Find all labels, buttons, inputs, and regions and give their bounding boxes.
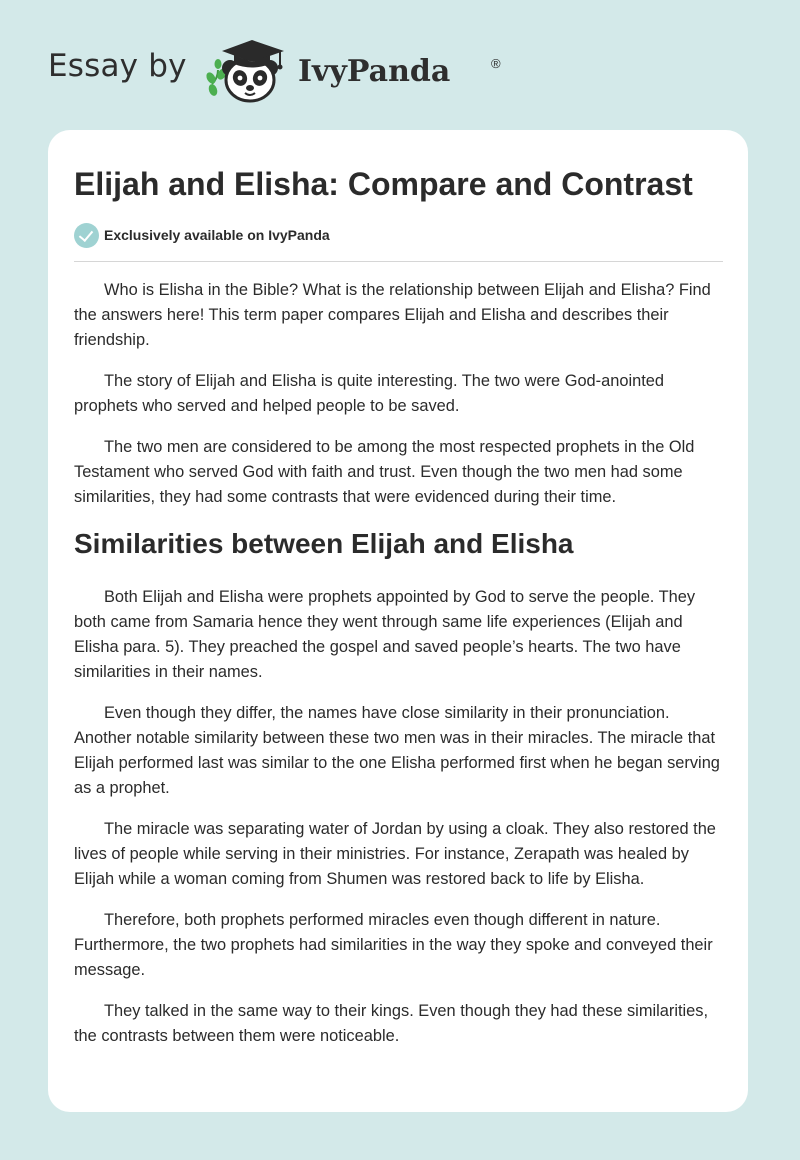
brand-name: IvyPanda xyxy=(298,54,451,89)
section-paragraph: Even though they differ, the names have close similarity in their pronunciation. Another notable similarity between these two men was in their miracles. The miracle that Elijah performed last was similar to the one Elisha performed first when he began serving as a prophet. xyxy=(74,704,720,797)
section-heading: Similarities between Elijah and Elisha xyxy=(74,528,574,559)
section-paragraph: Therefore, both prophets performed miracles even though different in nature. Furthermore, the two prophets had similarities in the way they spoke and conveyed their message. xyxy=(74,911,713,979)
intro-paragraph: The two men are considered to be among the most respected prophets in the Old Testament who served God with faith and trust. Even though the two men had some similarities, they had some contrasts that were evidenced during their time. xyxy=(74,438,695,506)
exclusive-badge-label: Exclusively available on IvyPanda xyxy=(104,227,330,243)
section-paragraph: Both Elijah and Elisha were prophets appointed by God to serve the people. They both came from Samaria hence they went through same life experiences (Elijah and Elisha para. 5). They preached the gospel and saved people’s hearts. The two have similarities in their names. xyxy=(74,588,696,681)
intro-paragraph: Who is Elisha in the Bible? What is the relationship between Elijah and Elisha? Find the answers here! This term paper compares Elijah and Elisha and describes their friendship. xyxy=(74,281,711,349)
check-circle-icon xyxy=(74,223,99,248)
essay-body xyxy=(74,278,726,1065)
registered-mark: ® xyxy=(491,56,501,71)
page-title: Elijah and Elisha: Compare and Contrast xyxy=(74,166,693,202)
section-paragraph: The miracle was separating water of Jordan by using a cloak. They also restored the lives of people while serving in their ministries. For instance, Zerapath was healed by Elijah while a woman coming from Shumen was restored back to life by Elisha. xyxy=(74,820,716,888)
exclusive-badge xyxy=(74,222,330,248)
essay-card xyxy=(48,130,748,1112)
title-divider xyxy=(74,261,723,262)
site-logo[interactable] xyxy=(48,34,501,106)
section-paragraph: They talked in the same way to their kings. Even though they had these similarities, the contrasts between them were noticeable. xyxy=(74,1002,709,1045)
brand-prefix: Essay by xyxy=(48,48,187,84)
intro-paragraph: The story of Elijah and Elisha is quite interesting. The two were God-anointed prophets who served and helped people to be saved. xyxy=(74,372,665,415)
panda-graduation-cap-icon xyxy=(202,34,298,106)
